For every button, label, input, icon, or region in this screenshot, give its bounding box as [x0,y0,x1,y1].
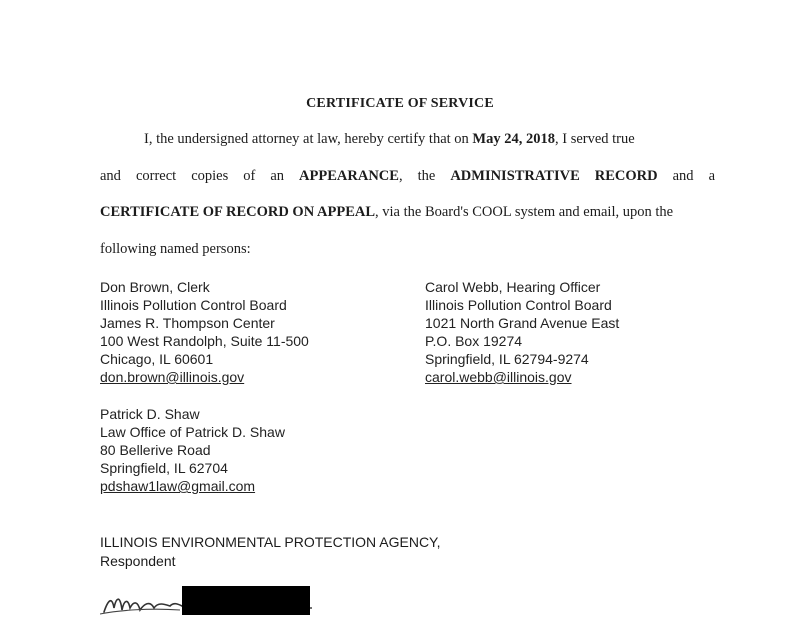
agency-name: ILLINOIS ENVIRONMENTAL PROTECTION AGENCY, [100,534,441,550]
addressee-name: Patrick D. Shaw [100,406,200,422]
administrative-record-doc: ADMINISTRATIVE RECORD [450,168,658,184]
appearance-doc: APPEARANCE [299,168,399,184]
addressee-block [425,278,619,386]
addressee-city: Springfield, IL 62704 [100,460,228,476]
addressee-street: 1021 North Grand Avenue East [425,315,620,331]
service-date: May 24, 2018 [472,131,555,147]
agency-block [100,533,440,571]
party-role: Respondent [100,553,176,569]
addressee-name: Don Brown, Clerk [100,279,210,295]
addressee-city: Chicago, IL 60601 [100,351,214,367]
addressee-city: Springfield, IL 62794-9274 [425,351,589,367]
certificate-title: CERTIFICATE OF SERVICE [306,96,494,111]
addressee-org: Illinois Pollution Control Board [100,297,287,313]
addressee-org: Law Office of Patrick D. Shaw [100,424,285,440]
paragraph-text: , I served true [554,131,635,147]
paragraph-text: I, the undersigned attorney at law, hereby certify that on [144,131,473,147]
addressee-street: James R. Thompson Center [100,315,275,331]
redaction-box [182,586,310,615]
addressee-email-link[interactable]: carol.webb@illinois.gov [425,369,572,385]
paragraph-text: and correct copies of an [100,168,300,184]
addressee-email-link[interactable]: pdshaw1law@gmail.com [100,478,256,494]
paragraph-text: , via the Board's COOL system and email, upon the [375,204,674,220]
certificate-of-record-doc: CERTIFICATE OF RECORD ON APPEAL [100,204,376,220]
paragraph-line-3 [100,204,715,221]
paragraph-line-2 [100,168,715,185]
addressee-email-link[interactable]: don.brown@illinois.gov [100,369,245,385]
paragraph-text: , the [398,168,451,184]
addressee-block [100,405,285,495]
paragraph-line-4: following named persons: [100,241,251,257]
addressee-po-box: P.O. Box 19274 [425,333,523,349]
addressee-street: 80 Bellerive Road [100,442,211,458]
paragraph-text: and a [657,168,716,184]
addressee-name: Carol Webb, Hearing Officer [425,279,601,295]
addressee-org: Illinois Pollution Control Board [425,297,612,313]
paragraph-line-1 [144,131,715,148]
addressee-street: 100 West Randolph, Suite 11-500 [100,333,309,349]
addressee-block [100,278,309,386]
